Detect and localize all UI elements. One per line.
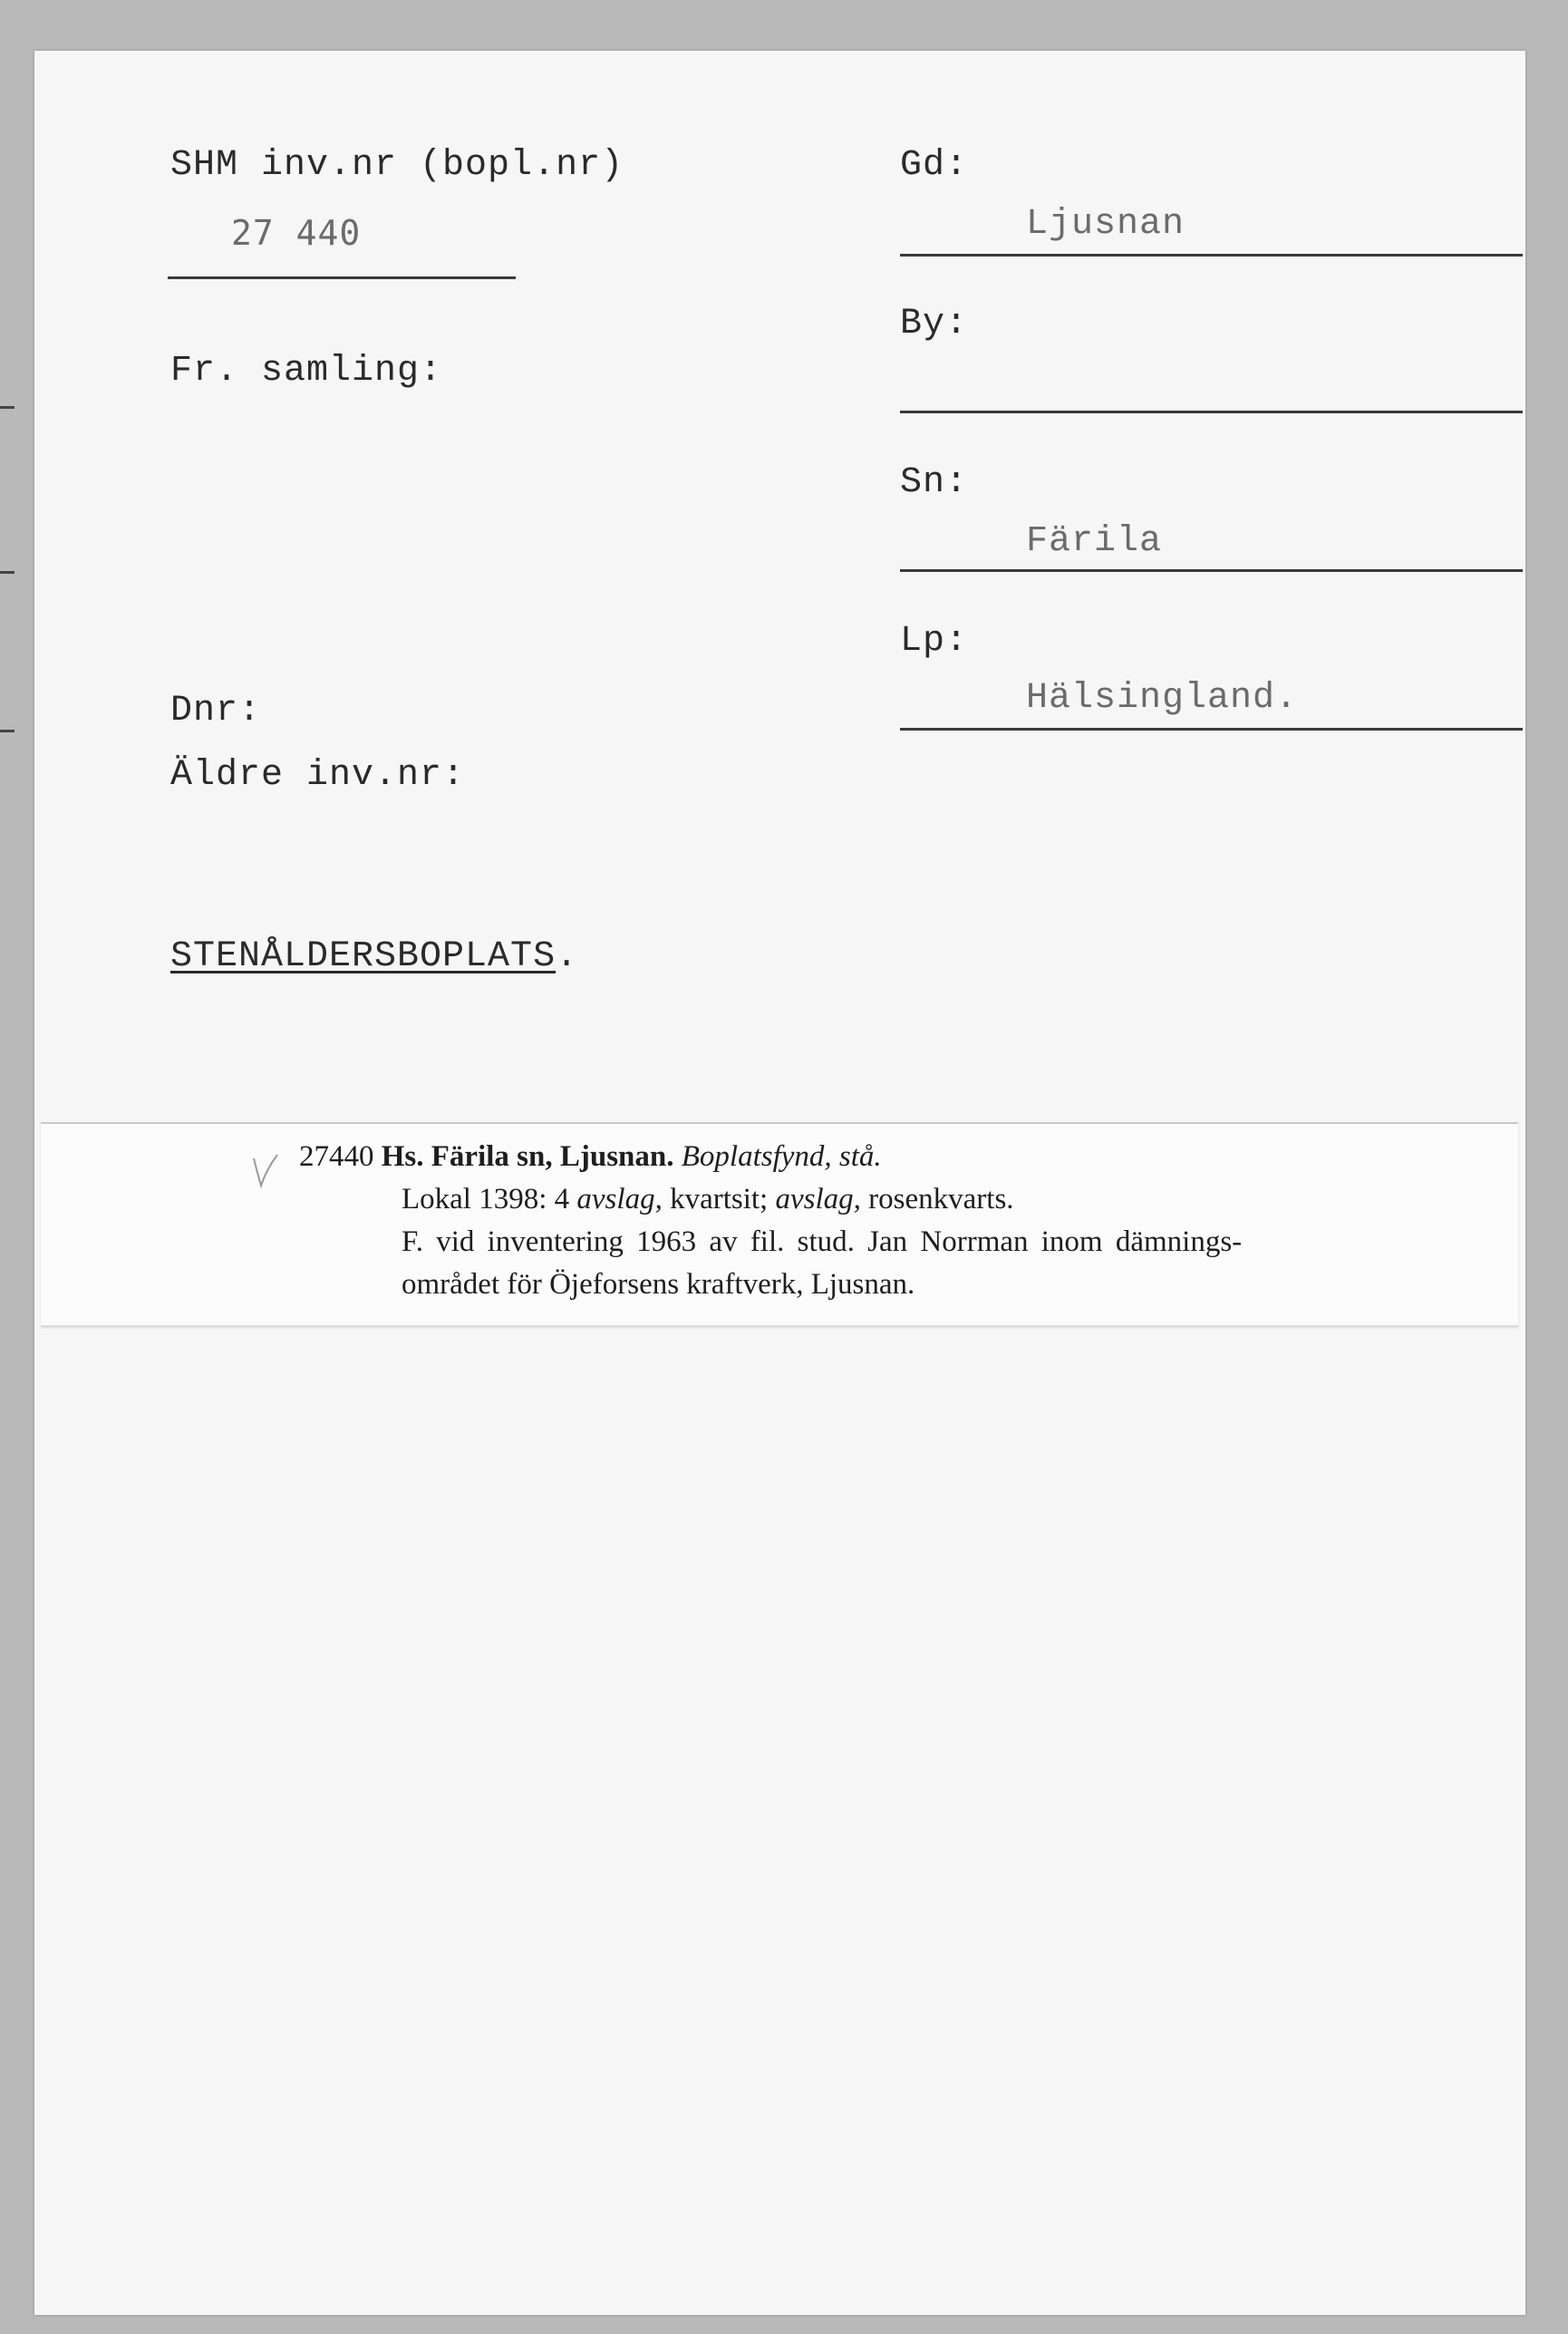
slip-number: 27440 [299,1140,374,1173]
fr-samling-label: Fr. samling: [170,351,443,392]
slip-line-4: området för Öjeforsens kraftverk, Ljusnan. [402,1268,915,1301]
dnr-label: Dnr: [170,691,262,731]
aldre-inv-label: Äldre inv.nr: [170,755,466,796]
lp-label: Lp: [900,621,969,662]
slip-line-3: F. vid inventering 1963 av fil. stud. Jan Norrman inom dämnings- [402,1225,1243,1258]
edge-mark [0,571,15,574]
category-period: . [556,936,579,977]
slip-text: kvartsit; [662,1183,776,1215]
edge-mark [0,730,15,732]
slip-line-2 [402,1183,1014,1216]
inv-label: SHM inv.nr (bopl.nr) [170,145,624,186]
gd-value: Ljusnan [1026,204,1186,245]
slip-text-italic: avslag, [775,1183,861,1215]
slip-text: Lokal 1398: 4 [402,1183,577,1215]
sn-label: Sn: [900,462,969,503]
lp-rule [900,728,1523,731]
by-rule [900,411,1523,413]
inv-rule [168,276,516,279]
slip-text-italic: avslag, [576,1183,663,1215]
gd-rule [900,254,1523,257]
check-mark-icon [252,1153,279,1189]
inv-value: 27 440 [231,213,362,253]
slip-text: rosenkvarts. [860,1183,1014,1215]
slip-line-1 [299,1140,882,1174]
category-text: STENÅLDERSBOPLATS [170,936,557,977]
sn-value: Färila [1026,521,1163,562]
lp-value: Hälsingland. [1026,678,1299,719]
gd-label: Gd: [900,145,969,186]
edge-mark [0,406,15,409]
by-label: By: [900,304,969,344]
slip-heading: Hs. Färila sn, Ljusnan. [381,1140,674,1173]
sn-rule [900,569,1523,572]
category-title [170,936,578,977]
slip-heading-italic: Boplatsfynd, stå. [681,1140,882,1173]
